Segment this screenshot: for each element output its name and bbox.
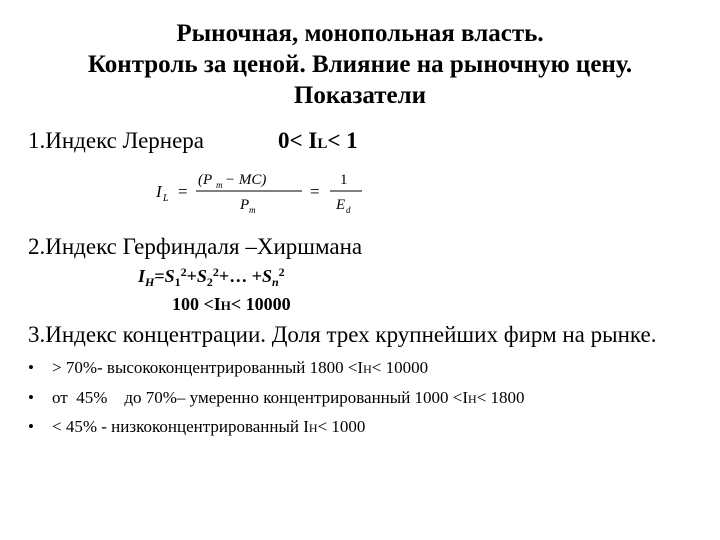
- bullet-tail: < 1800: [476, 388, 525, 407]
- lerner-range-subscript: L: [317, 136, 328, 152]
- bullet-tail: < 10000: [371, 358, 429, 377]
- bullet-subscript: H: [468, 392, 477, 406]
- formula-rhs-den-subscript: d: [346, 205, 351, 215]
- bullet-subscript: H: [308, 421, 318, 435]
- hhi-range-upper: < 10000: [230, 294, 291, 314]
- bullet-prefix: > 70%-: [52, 358, 107, 377]
- hhi-range: [172, 294, 291, 315]
- hhi-term-2-subscript: 2: [206, 275, 213, 289]
- bullet-text: высококонцентрированный 1800 <I: [106, 358, 364, 377]
- hhi-plus-1: +: [186, 266, 197, 286]
- title-line-2: Контроль за ценой. Влияние на рыночную цену.: [87, 51, 633, 78]
- bullet-prefix: < 45% -: [52, 417, 112, 436]
- lerner-range-lower: 0<: [278, 128, 309, 153]
- hhi-term-n-power: 2: [278, 265, 285, 279]
- bullet-dot: •: [28, 358, 34, 377]
- formula-rhs-numerator: 1: [340, 172, 348, 188]
- bullet-prefix: от 45%: [52, 388, 125, 407]
- hhi-ellipsis: … +: [229, 266, 262, 286]
- formula-equals-1: =: [178, 182, 188, 201]
- bullet-item-medium: [28, 388, 525, 408]
- lerner-index-label: 1.Индекс Лернера: [28, 128, 205, 153]
- hhi-formula: [138, 265, 285, 290]
- hhi-term-n: S: [261, 266, 272, 286]
- title-line-1: Рыночная, монопольная власть.: [176, 20, 544, 47]
- bullet-dot: •: [28, 388, 34, 407]
- title-line-3: Показатели: [293, 82, 427, 109]
- lerner-range-symbol: I: [308, 128, 318, 153]
- hhi-term-2: S: [196, 266, 207, 286]
- bullet-tail: < 1000: [317, 417, 366, 436]
- lerner-formula: [152, 166, 372, 218]
- bullet-item-high: [28, 358, 428, 378]
- hhi-label: 2.Индекс Герфиндаля –Хиршмана: [28, 234, 363, 259]
- bullet-dot: •: [28, 417, 34, 436]
- hhi-term-1-power: 2: [180, 265, 187, 279]
- hhi-term-1-subscript: 1: [174, 275, 181, 289]
- formula-num-p-subscript: m: [216, 180, 223, 190]
- concentration-index-label: 3.Индекс концентрации. Доля трех крупнейших фирм на рынке.: [28, 322, 657, 347]
- bullet-text: до 70%– умеренно концентрированный 1000 <I: [124, 388, 469, 407]
- hhi-range-subscript: H: [220, 298, 231, 313]
- hhi-range-lower: 100 <I: [172, 294, 221, 314]
- formula-rhs-denominator: E: [336, 197, 346, 213]
- bullet-item-low: [28, 417, 365, 437]
- hhi-term-1: S: [164, 266, 175, 286]
- bullet-subscript: H: [363, 362, 372, 376]
- lerner-index-range: [278, 128, 358, 154]
- hhi-dots: +: [218, 266, 230, 286]
- hhi-symbol: I: [138, 266, 146, 286]
- hhi-symbol-subscript: H: [145, 275, 155, 289]
- hhi-term-2-power: 2: [212, 265, 219, 279]
- hhi-term-n-subscript: n: [271, 275, 279, 289]
- formula-den-p-subscript: m: [249, 205, 256, 215]
- formula-equals-2: =: [310, 182, 320, 201]
- formula-num-rest: − MC): [225, 172, 267, 188]
- formula-lhs-symbol: I: [156, 182, 162, 201]
- formula-lhs-subscript: L: [163, 193, 169, 204]
- formula-den-p: P: [240, 197, 250, 213]
- lerner-range-upper: < 1: [327, 128, 358, 153]
- bullet-text: низкоконцентрированный I: [111, 417, 309, 436]
- hhi-equals: =: [154, 266, 165, 286]
- formula-num-open: (P: [198, 172, 213, 188]
- slide-title: [0, 18, 720, 111]
